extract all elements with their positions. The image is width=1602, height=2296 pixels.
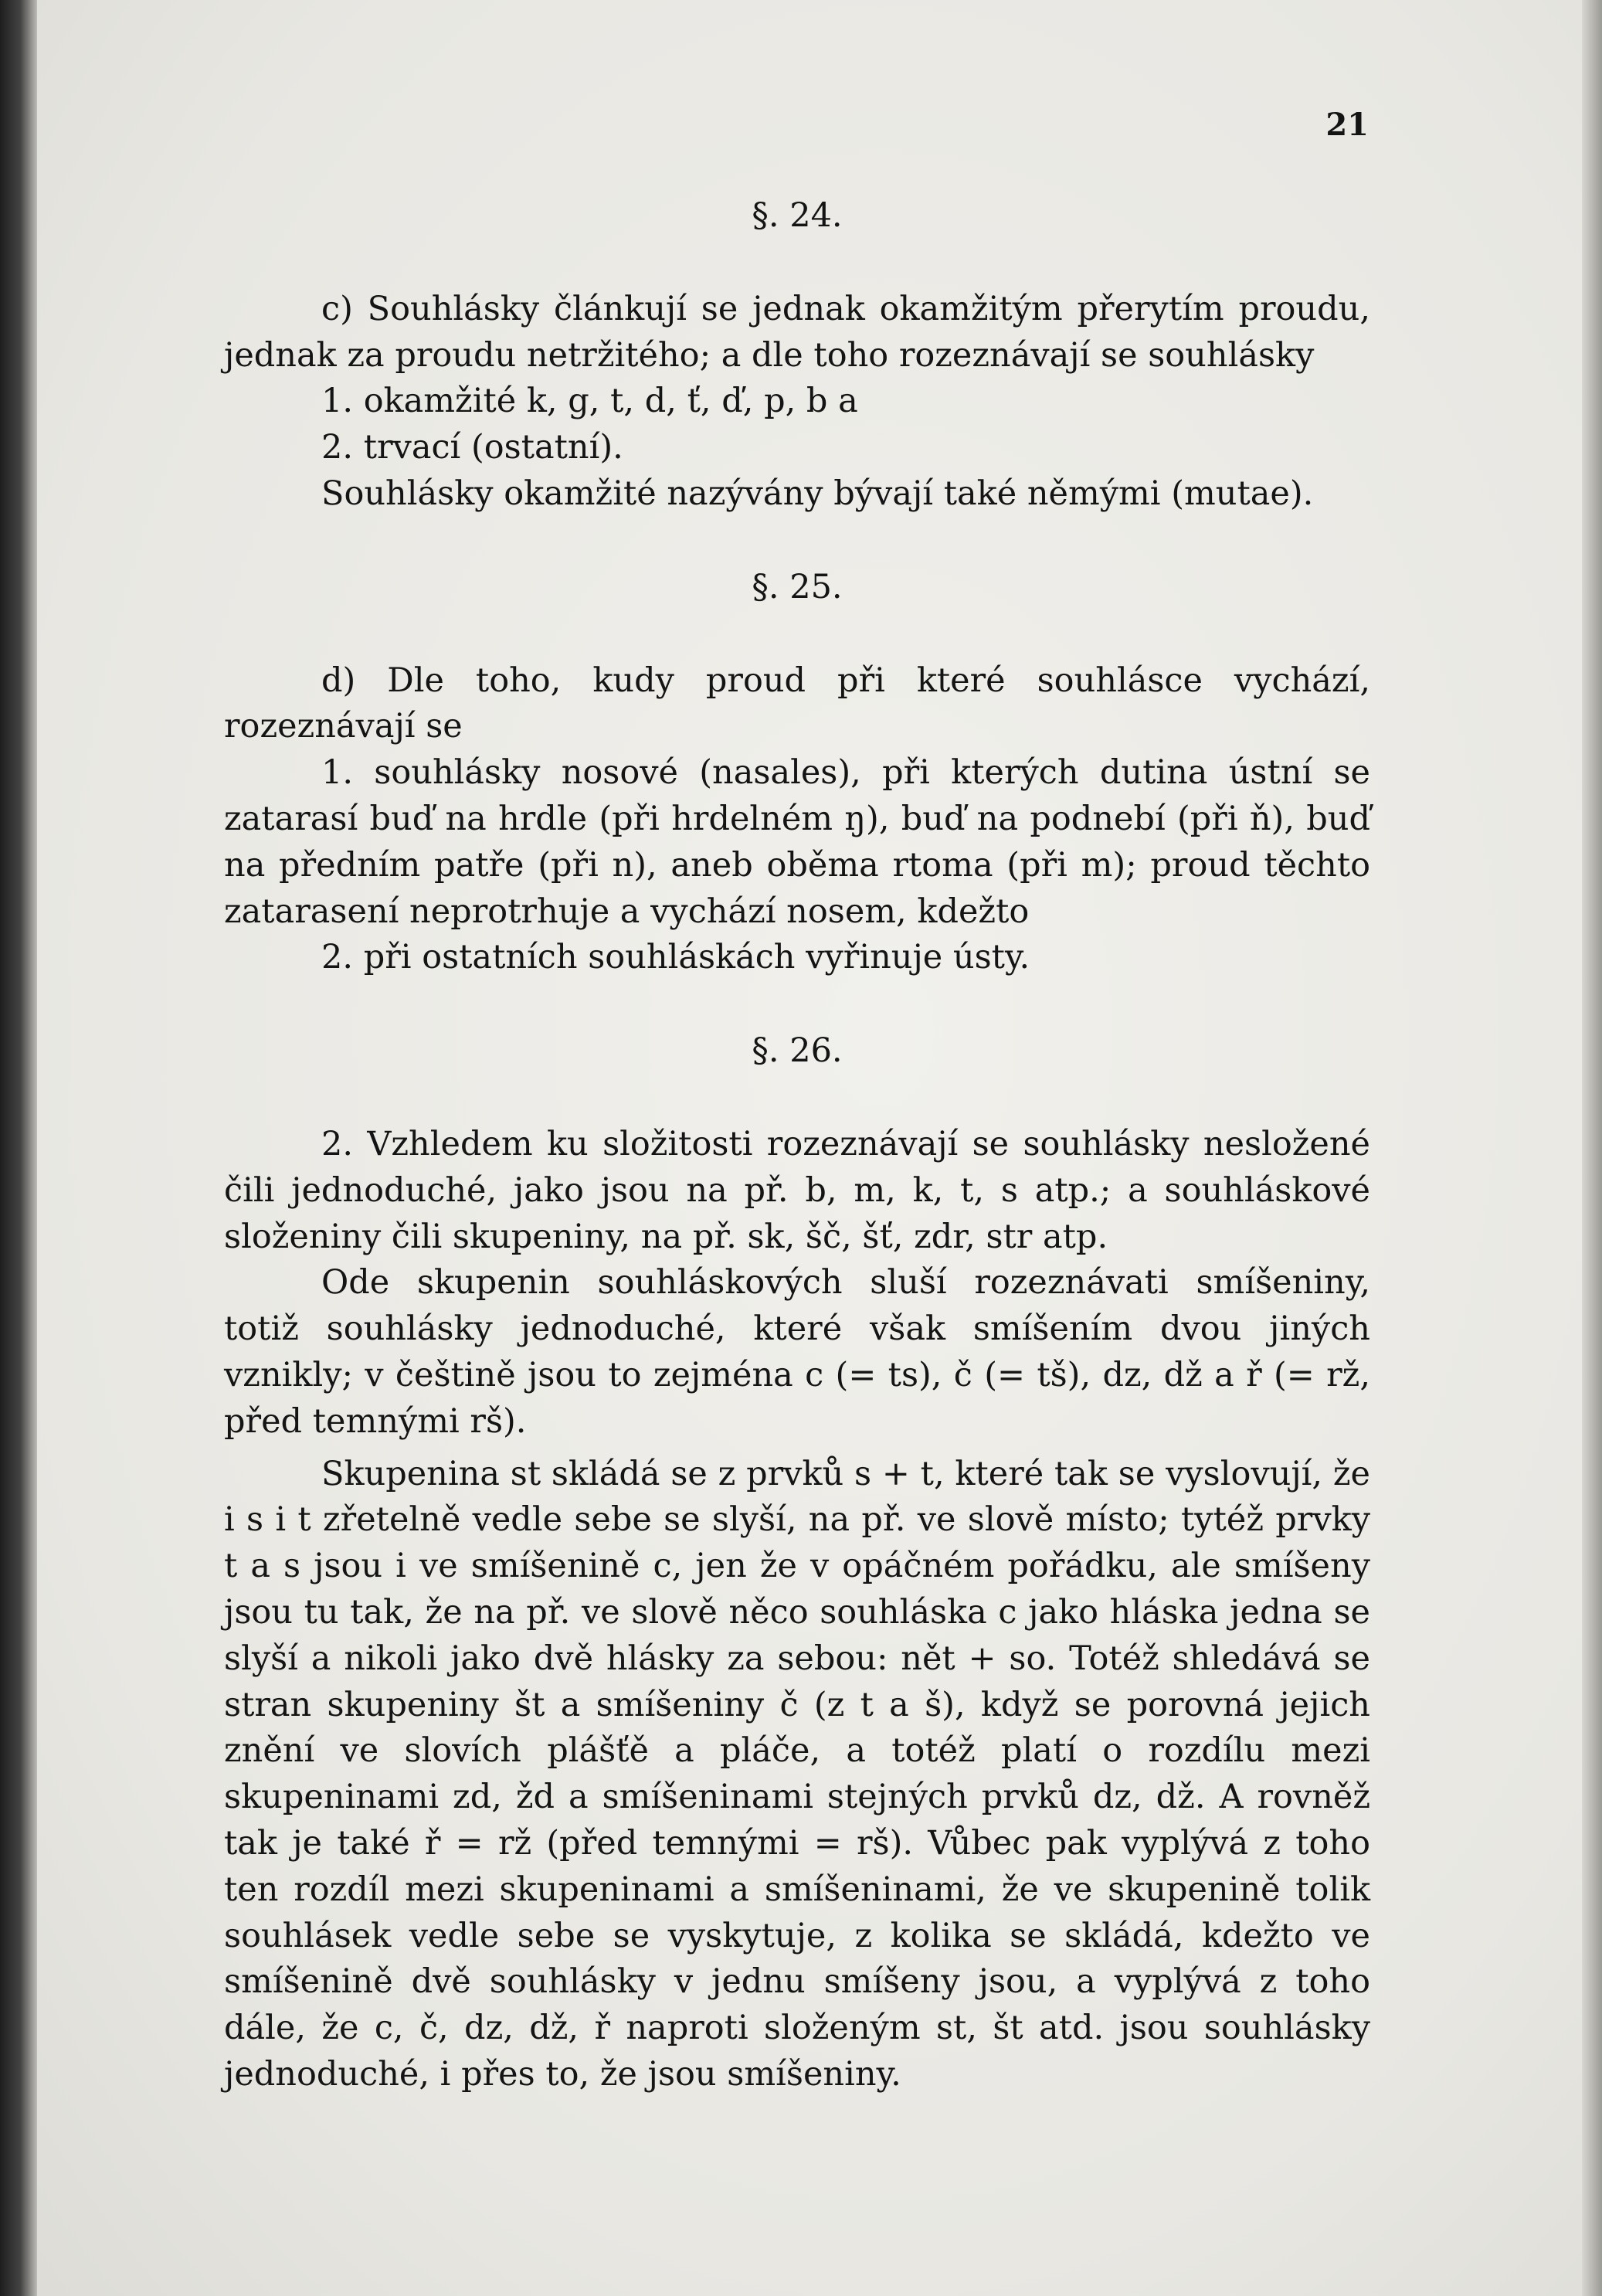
section-heading-24: §. 24. (752, 196, 843, 235)
paragraph: d) Dle toho, kudy proud při které souhlásce vychází, rozeznávají se (224, 661, 1370, 746)
list-item: 2. při ostatních souhláskách vyřinuje ústy. (321, 938, 1030, 977)
list-item: 1. souhlásky nosové (nasales), při kterých dutina ústní se zatarasí buď na hrdle (při hrdelném ŋ), buď na podnebí (při ň), buď na předním patře (při n), aneb oběma rtoma (při m); proud těchto zatarasení neprotrhuje a vychází nosem, kdežto (224, 753, 1370, 931)
paragraph: Skupenina st skládá se z prvků s + t, které tak se vyslovují, že i s i t zřetelně vedle sebe se slyší, na př. ve slově místo; tytéž prvky t a s jsou i ve smíšenině c, jen že v opáčném pořádku, ale smíšeny jsou tu tak, že na př. ve slově něco souhláska c jako hláska jedna se slyší a nikoli jako dvě hlásky za sebou: nět + so. Totéž shledává se stran skupeniny št a smíšeniny č (z t a š), když se porovná jejich znění ve slovích plášťě a pláče, a totéž platí o rozdílu mezi skupeninami zd, žd a smíšeninami stejných prvků dz, dž. A rovněž tak je také ř = rž (před temnými = rš). Vůbec pak vyplývá z toho ten rozdíl mezi skupeninami a smíšeninami, že ve skupenině tolik souhlásek vedle sebe se vyskytuje, z kolika se skládá, kdežto ve smíšenině dvě souhlásky v jednu smíšeny jsou, a vyplývá z toho dále, že c, č, dz, dž, ř naproti složeným st, št atd. jsou souhlásky jednoduché, i přes to, že jsou smíšeniny. (224, 1454, 1370, 2094)
paragraph: 2. Vzhledem ku složitosti rozeznávají se souhlásky nesložené čili jednoduché, jako jsou na př. b, m, k, t, s atp.; a souhláskové složeniny čili skupeniny, na př. sk, šč, šť, zdr, str atp. (224, 1124, 1370, 1256)
page-binding-shadow (0, 0, 37, 2296)
list-item: 1. okamžité k, g, t, d, ť, ď, p, b a (321, 382, 858, 421)
paragraph: Ode skupenin souhláskových sluší rozeznávati smíšeniny, totiž souhlásky jednoduché, které však smíšením dvou jiných vznikly; v češtině jsou to zejména c (= ts), č (= tš), dz, dž a ř (= rž, před temnými rš). (224, 1263, 1370, 1441)
paragraph: Souhlásky okamžité nazývány bývají také němými (mutae). (321, 474, 1314, 513)
section-heading-25: §. 25. (752, 567, 843, 606)
page-number: 21 (1325, 107, 1369, 143)
page-edge-shadow (1582, 0, 1602, 2296)
page-text (224, 193, 1370, 2098)
list-item: 2. trvací (ostatní). (321, 428, 623, 467)
section-heading-26: §. 26. (752, 1031, 843, 1071)
paragraph: c) Souhlásky článkují se jednak okamžitým přerytím proudu, jednak za proudu netržitého; a dle toho rozeznávají se souhlásky (224, 289, 1370, 375)
